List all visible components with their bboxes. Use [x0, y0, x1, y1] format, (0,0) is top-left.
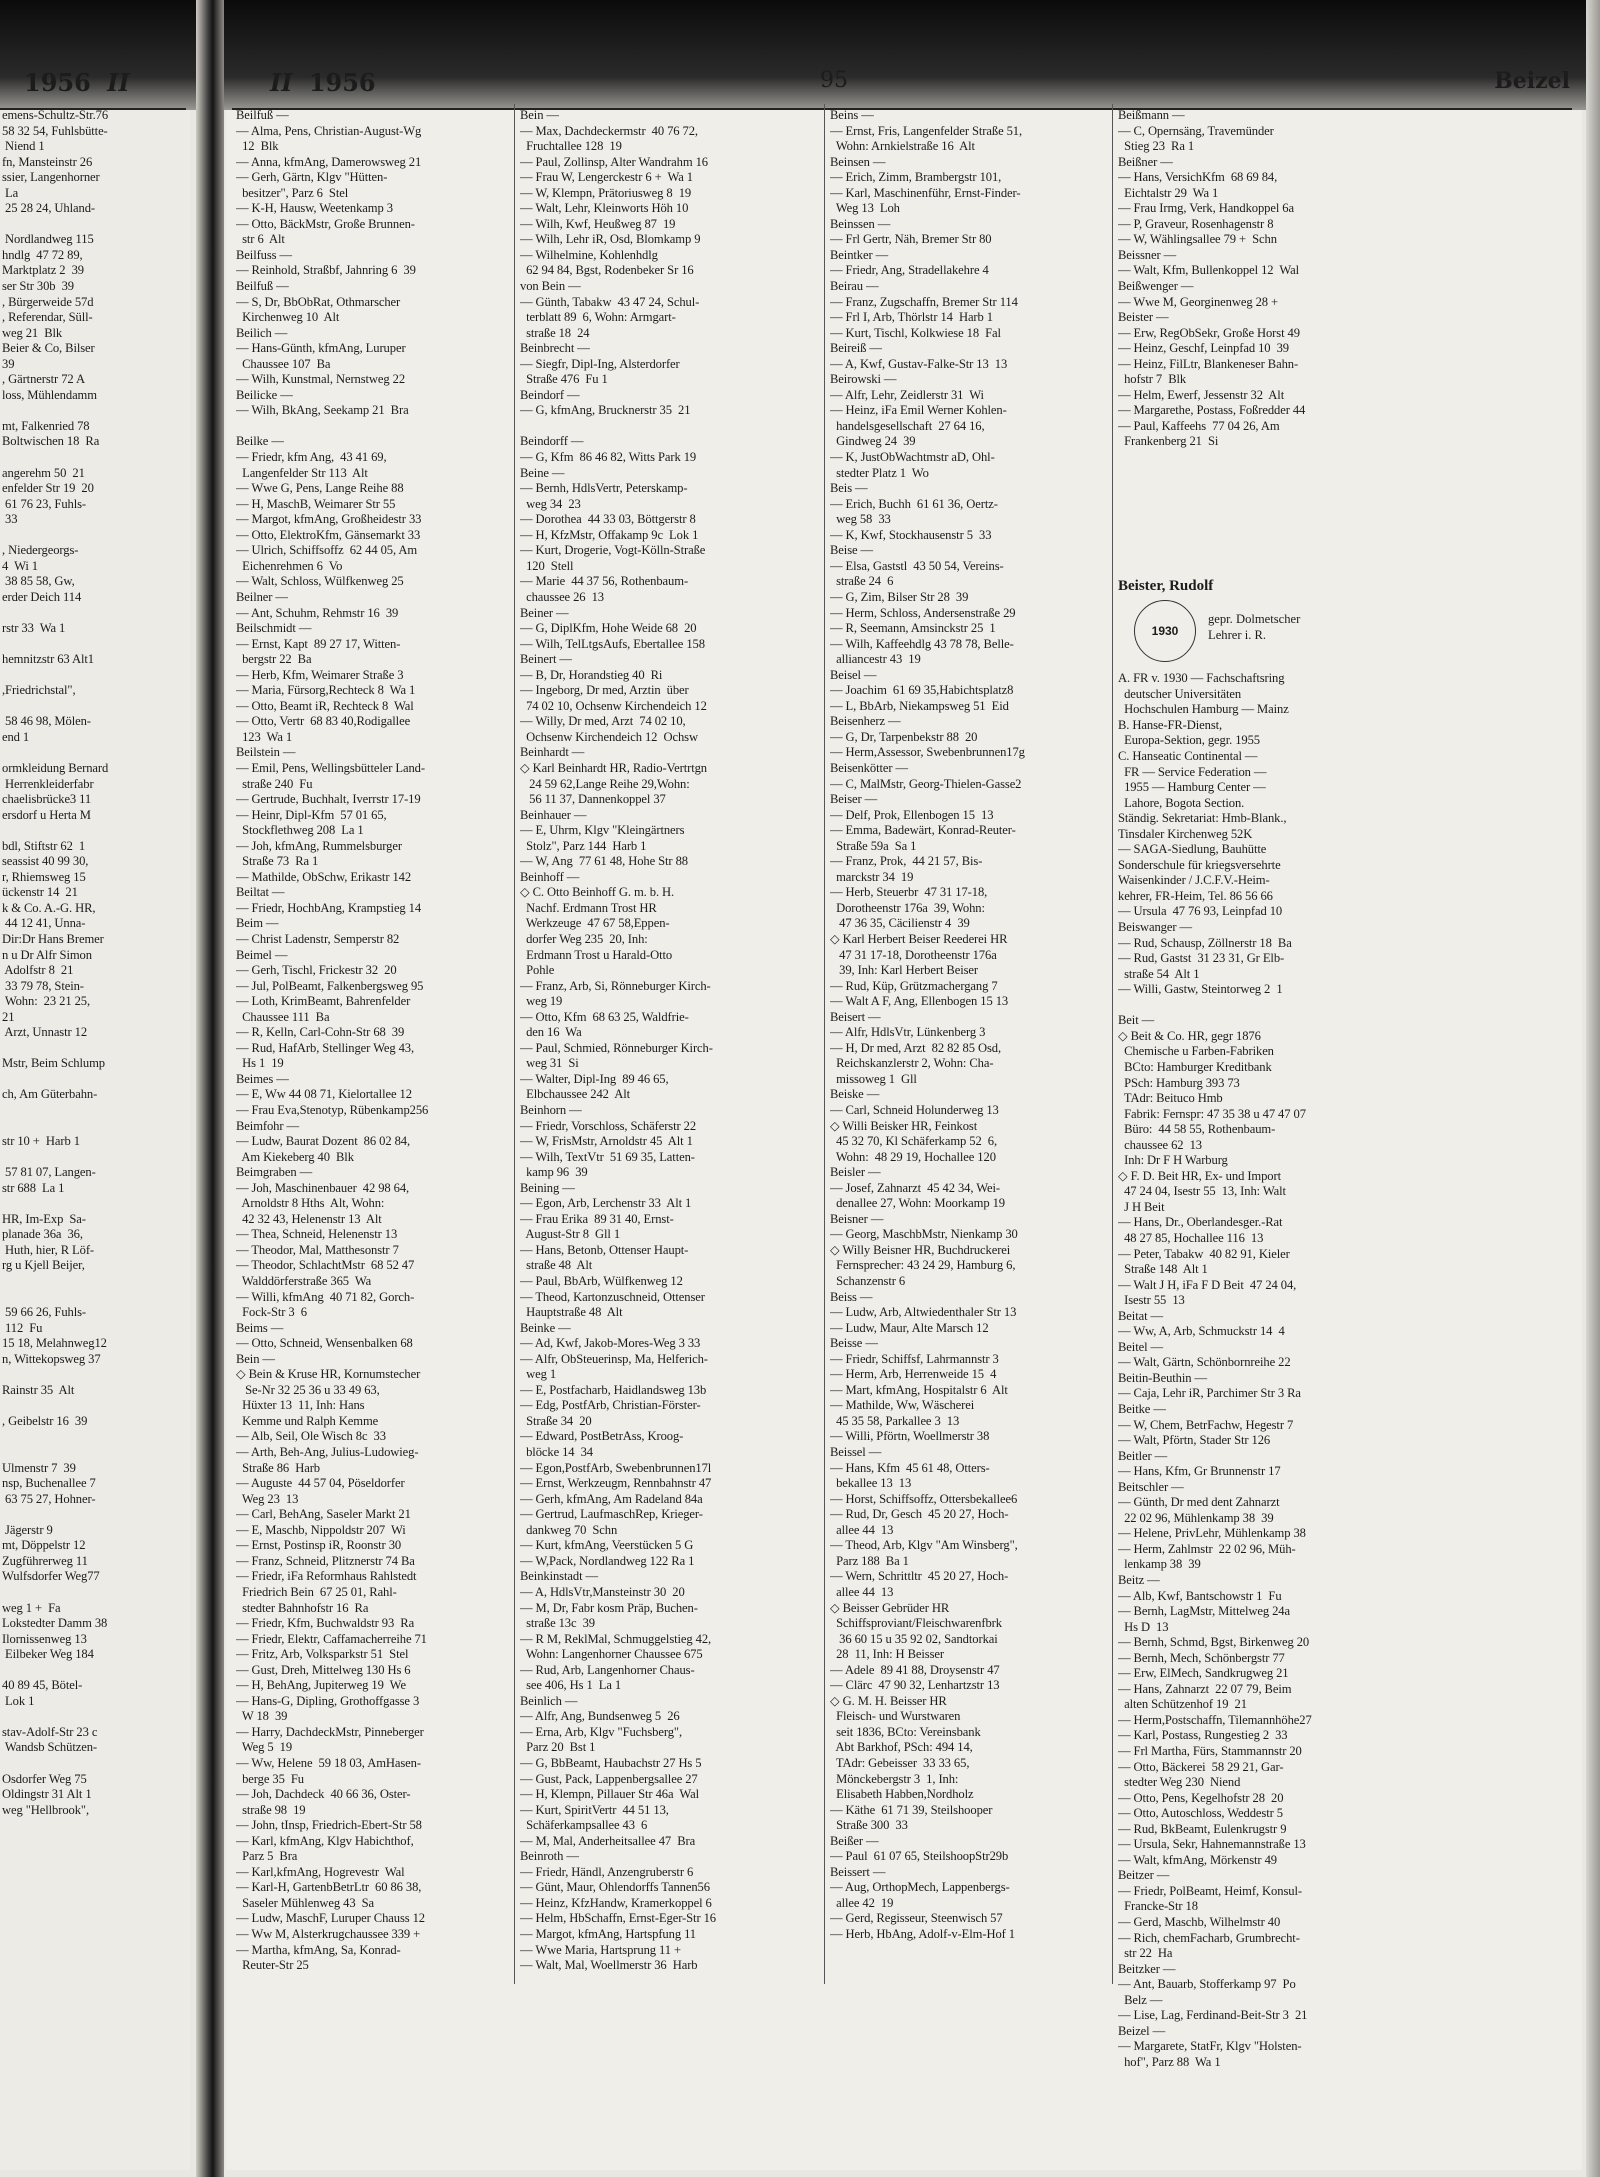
- directory-column-4: Beißmann — — C, Opernsäng, Travemünder Stieg 23 Ra 1 Beißner — — Hans, VersichKfm 68 69 84, Eichtalstr 29 Wa 1 — Frau Irmg, Verk, Handkoppel 6a — P, Graveur, Rosenhagenstr 8 — W, Wählingsallee 79 + Schn Beissner — — Walt, Kfm, Bullenkoppel 12 Wal Beißwenger — — Wwe M, Georginenweg 28 + Beister — — Erw, RegObSekr, Große Horst 49 — Heinz, Geschf, Leinpfad 10 39 — Heinz, FilLtr, Blankeneser Bahn- hofstr 7 Blk — Helm, Ewerf, Jessenstr 32 Alt — Margarethe, Postass, Foßredder 44 — Paul, Kaffeehs 77 04 26, Am Frankenberg 21 Si: [1118, 108, 1306, 449]
- directory-column-3: Beins — — Ernst, Fris, Langenfelder Straße 51, Wohn: Arnkielstraße 16 Alt Beinsen — — Erich, Zimm, Brambergstr 101, — Karl, Maschinenführ, Ernst-Finder- Weg 13 Loh Beinssen — — Frl Gertr, Näh, Bremer Str 80 Beintker — — Friedr, Ang, Stradellakehre 4 Beirau — — Franz, Zugschaffn, Bremer Str 114 — Frl I, Arb, Thörlstr 14 Harb 1 — Kurt, Tischl, Kolkwiese 18 Fal Beireiß — — A, Kwf, Gustav-Falke-Str 13 13 Beirowski — — Alfr, Lehr, Zeidlerstr 31 Wi — Heinz, iFa Emil Werner Kohlen- handelsgesellschaft 27 64 16, Gindweg 24 39 — K, JustObWachtmstr aD, Ohl- stedter Platz 1 Wo Beis — — Erich, Buchh 61 61 36, Oertz- weg 58 33 — K, Kwf, Stockhausenstr 5 33 Beise — — Elsa, Gaststl 43 50 54, Vereins- straße 24 6 — G, Zim, Bilser Str 28 39 — Herm, Schloss, Andersenstraße 29 — R, Seemann, Amsinckstr 25 1 — Wilh, Kaffeehdlg 43 78 78, Belle- alliancestr 43 19 Beisel — — Joachim 61 69 35,Habichtsplatz8 — L, BbArb, Niekampsweg 51 Eid Beisenherz — — G, Dr, Tarpenbekstr 88 20 — Herm,Assessor, Swebenbrunnen17g Beisenkötter — — C, MalMstr, Georg-Thielen-Gasse2 Beiser — — Delf, Prok, Ellenbogen 15 13 — Emma, Badewärt, Konrad-Reuter- Straße 59a Sa 1 — Franz, Prok, 44 21 57, Bis- marckstr 34 19 — Herb, Steuerbr 47 31 17-18, Dorotheenstr 176a 39, Wohn: 47 36 35, Cäcilienstr 4 39 ◇ Karl Herbert Beiser Reederei HR 47 31 17-18, Dorotheenstr 176a 39, Inh: Karl Herbert Beiser — Rud, Küp, Grützmachergang 7 — Walt A F, Ang, Ellenbogen 15 13 Beisert — — Alfr, HdlsVtr, Lünkenberg 3 — H, Dr med, Arzt 82 82 85 Osd, Reichskanzlerstr 2, Wohn: Cha- missoweg 1 Gll Beiske — — Carl, Schneid Holunderweg 13 ◇ Willi Beisker HR, Feinkost 45 32 70, Kl Schäferkamp 52 6, Wohn: 48 29 19, Hochallee 120 Beisler — — Josef, Zahnarzt 45 42 34, Wei- denallee 27, Wohn: Moorkamp 19 Beisner — — Georg, MaschbMstr, Nienkamp 30 ◇ Willy Beisner HR, Buchdruckerei Fernsprecher: 43 24 29, Hamburg 6, Schanzenstr 6 Beiss — — Ludw, Arb, Altwiedenthaler Str 13 — Ludw, Maur, Alte Marsch 12 Beisse — — Friedr, Schiffsf, Lahrmannstr 3 — Herm, Arb, Herrenweide 15 4 — Mart, kfmAng, Hospitalstr 6 Alt — Mathilde, Ww, Wäscherei 45 35 58, Parkallee 3 13 — Willi, Pförtn, Woellmerstr 38 Beissel — — Hans, Kfm 45 61 48, Otters- bekallee 13 13 — Horst, Schiffsoffz, Ottersbekallee6 — Rud, Dr, Gesch 45 20 27, Hoch- allee 44 13 — Theod, Arb, Klgv "Am Winsberg", Parz 188 Ba 1 — Wern, Schrittltr 45 20 27, Hoch- allee 44 13 ◇ Beisser Gebrüder HR Schiffsproviant/Fleischwarenfbrk 36 60 15 u 35 92 02, Sandtorkai 28 11, Inh: H Beisser — Adele 89 41 88, Droysenstr 47 — Clärc 47 90 32, Lenhartzstr 13 ◇ G. M. H. Beisser HR Fleisch- und Wurstwaren seit 1836, BCto: Vereinsbank Abt Barkhof, PSch: 494 14, TAdr: Gebeisser 33 33 65, Mönckebergstr 3 1, Inh: Elisabeth Habben,Nordholz — Käthe 61 71 39, Steilshooper Straße 300 33 Beißer — — Paul 61 07 65, SteilshoopStr29b Beissert — — Aug, OrthopMech, Lappenbergs- allee 42 19 — Gerd, Regisseur, Steenwisch 57 — Herb, HbAng, Adolf-v-Elm-Hof 1: [830, 108, 1025, 1941]
- directory-column-2: Bein — — Max, Dachdeckermstr 40 76 72, Fruchtallee 128 19 — Paul, Zollinsp, Alter Wandrahm 16 — Frau W, Lengerckestr 6 + Wa 1 — W, Klempn, Prätoriusweg 8 19 — Walt, Lehr, Kleinworts Höh 10 — Wilh, Kwf, Heußweg 87 19 — Wilh, Lehr iR, Osd, Blomkamp 9 — Wilhelmine, Kohlenhdlg 62 94 84, Bgst, Rodenbeker Sr 16 von Bein — — Günth, Tabakw 43 47 24, Schul- terblatt 89 6, Wohn: Armgart- straße 18 24 Beinbrecht — — Siegfr, Dipl-Ing, Alsterdorfer Straße 476 Fu 1 Beindorf — — G, kfmAng, Brucknerstr 35 21 Beindorff — — G, Kfm 86 46 82, Witts Park 19 Beine — — Bernh, HdlsVertr, Peterskamp- weg 34 23 — Dorothea 44 33 03, Böttgerstr 8 — H, KfzMstr, Offakamp 9c Lok 1 — Kurt, Drogerie, Vogt-Kölln-Straße 120 Stell — Marie 44 37 56, Rothenbaum- chaussee 26 13 Beiner — — G, DiplKfm, Hohe Weide 68 20 — Wilh, TelLtgsAufs, Ebertallee 158 Beinert — — B, Dr, Horandstieg 40 Ri — Ingeborg, Dr med, Arztin über 74 02 10, Ochsenw Kirchendeich 12 — Willy, Dr med, Arzt 74 02 10, Ochsenw Kirchendeich 12 Ochsw Beinhardt — ◇ Karl Beinhardt HR, Radio-Vertrtgn 24 59 62,Lange Reihe 29,Wohn: 56 11 37, Dannenkoppel 37 Beinhauer — — E, Uhrm, Klgv "Kleingärtners Stolz", Parz 144 Harb 1 — W, Ang 77 61 48, Hohe Str 88 Beinhoff — ◇ C. Otto Beinhoff G. m. b. H. Nachf. Erdmann Trost HR Werkzeuge 47 67 58,Eppen- dorfer Weg 235 20, Inh: Erdmann Trost u Harald-Otto Pohle — Franz, Arb, Si, Rönneburger Kirch- weg 19 — Otto, Kfm 68 63 25, Waldfrie- den 16 Wa — Paul, Schmied, Rönneburger Kirch- weg 31 Si — Walter, Dipl-Ing 89 46 65, Elbchaussee 242 Alt Beinhorn — — Friedr, Vorschloss, Schäferstr 22 — W, FrisMstr, Arnoldstr 45 Alt 1 — Wilh, TextVtr 51 69 35, Latten- kamp 96 39 Beining — — Egon, Arb, Lerchenstr 33 Alt 1 — Frau Erika 89 31 40, Ernst- August-Str 8 Gll 1 — Hans, Betonb, Ottenser Haupt- straße 48 Alt — Paul, BbArb, Wülfkenweg 12 — Theod, Kartonzuschneid, Ottenser Hauptstraße 48 Alt Beinke — — Ad, Kwf, Jakob-Mores-Weg 3 33 — Alfr, ObSteuerinsp, Ma, Helferich- weg 1 — E, Postfacharb, Haidlandsweg 13b — Edg, PostfArb, Christian-Förster- Straße 34 20 — Edward, PostBetrAss, Kroog- blöcke 14 34 — Egon,PostfArb, Swebenbrunnen17l — Ernst, Werkzeugm, Rennbahnstr 47 — Gerh, kfmAng, Am Radeland 84a — Gertrud, LaufmaschRep, Krieger- dankweg 70 Schn — Kurt, kfmAng, Veerstücken 5 G — W,Pack, Nordlandweg 122 Ra 1 Beinkinstadt — — A, HdlsVtr,Mansteinstr 30 20 — M, Dr, Fabr kosm Präp, Buchen- straße 13c 39 — R M, ReklMal, Schmuggelstieg 42, Wohn: Langenhorner Chaussee 675 — Rud, Arb, Langenhorner Chaus- see 406, Hs 1 La 1 Beinlich — — Alfr, Ang, Bundsenweg 5 26 — Erna, Arb, Klgv "Fuchsberg", Parz 20 Bst 1 — G, BbBeamt, Haubachstr 27 Hs 5 — Gust, Pack, Lappenbergsallee 27 — H, Klempn, Pillauer Str 46a Wal — Kurt, SpiritVertr 44 51 13, Schäferkampsallee 43 6 — M, Mal, Anderheitsallee 47 Bra Beinroth — — Friedr, Händl, Anzengruberstr 6 — Günt, Maur, Ohlendorffs Tannen56 — Heinz, KfzHandw, Kramerkoppel 6 — Helm, HbSchaffn, Ernst-Eger-Str 16 — Margot, kfmAng, Hartspfung 11 — Wwe Maria, Hartsprung 11 + — Walt, Mal, Woellmerstr 36 Harb: [520, 108, 716, 1973]
- featured-entry-title: gepr. Dolmetscher Lehrer i. R.: [1208, 612, 1301, 642]
- column-divider-3: [1112, 104, 1113, 1984]
- left-roman: II: [107, 68, 130, 97]
- directory-column-4-continued: A. FR v. 1930 — Fachschaftsring deutscher Universitäten Hochschulen Hamburg — Mainz B. Hanse-FR-Dienst, Europa-Sektion, gegr. 1955 C. Hanseatic Continental — FR — Service Federation — 1955 — Hamburg Center — Lahore, Bogota Section. Ständig. Sekretariat: Hmb-Blank., Tinsdaler Kirchenweg 52K — SAGA-Siedlung, Bauhütte Sonderschule für kriegsversehrte Waisenkinder / J.C.F.V.-Heim- kehrer, FR-Heim, Tel. 86 56 66 — Ursula 47 76 93, Leinpfad 10 Beiswanger — — Rud, Schausp, Zöllnerstr 18 Ba — Rud, Gastst 31 23 31, Gr Elb- straße 54 Alt 1 — Willi, Gastw, Steintorweg 2 1 Beit — ◇ Beit & Co. HR, gegr 1876 Chemische u Farben-Fabriken BCto: Hamburger Kreditbank PSch: Hamburg 393 73 TAdr: Beituco Hmb Fabrik: Fernspr: 47 35 38 u 47 47 07 Büro: 44 58 55, Rothenbaum- chaussee 62 13 Inh: Dr F H Warburg ◇ F. D. Beit HR, Ex- und Import 47 24 04, Isestr 55 13, Inh: Walt J H Beit — Hans, Dr., Oberlandesger.-Rat 48 27 85, Hochallee 116 13 — Peter, Tabakw 40 82 91, Kieler Straße 148 Alt 1 — Walt J H, iFa F D Beit 47 24 04, Isestr 55 13 Beitat — — Ww, A, Arb, Schmuckstr 14 4 Beitel — — Walt, Gärtn, Schönbornreihe 22 Beitin-Beuthin — — Caja, Lehr iR, Parchimer Str 3 Ra Beitke — — W, Chem, BetrFachw, Hegestr 7 — Walt, Pförtn, Stader Str 126 Beitler — — Hans, Kfm, Gr Brunnenstr 17 Beitschler — — Günth, Dr med dent Zahnarzt 22 02 96, Mühlenkamp 38 39 — Helene, PrivLehr, Mühlenkamp 38 — Herm, Zahlmstr 22 02 96, Müh- lenkamp 38 39 Beitz — — Alb, Kwf, Bantschowstr 1 Fu — Bernh, LagMstr, Mittelweg 24a Hs D 13 — Bernh, Schmd, Bgst, Birkenweg 20 — Bernh, Mech, Schönbergstr 77 — Erw, ElMech, Sandkrugweg 21 — Hans, Zahnarzt 22 07 79, Beim alten Schützenhof 19 21 — Herm,Postschaffn, Tilemannhöhe27 — Karl, Postass, Rungestieg 2 33 — Frl Martha, Fürs, Stammannstr 20 — Otto, Bäckerei 58 29 21, Gar- stedter Weg 230 Niend — Otto, Pens, Kegelhofstr 28 20 — Otto, Autoschloss, Weddestr 5 — Rud, BkBeamt, Eulenkrugstr 9 — Ursula, Sekr, Hahnemannstraße 13 — Walt, kfmAng, Mörkenstr 49 Beitzer — — Friedr, PolBeamt, Heimf, Konsul- Francke-Str 18 — Gerd, Maschb, Wilhelmstr 40 — Rich, chemFacharb, Grumbrecht- str 22 Ha Beitzker — — Ant, Bauarb, Stofferkamp 97 Po Belz — — Lise, Lag, Ferdinand-Beit-Str 3 21 Beizel — — Margarete, StatFr, Klgv "Holsten- hof", Parz 88 Wa 1: [1118, 671, 1312, 2069]
- directory-column-1: Beilfuß — — Alma, Pens, Christian-August-Wg 12 Blk — Anna, kfmAng, Damerowsweg 21 — Gerh, Gärtn, Klgv "Hütten- besitzer", Parz 6 Stel — K-H, Hausw, Weetenkamp 3 — Otto, BäckMstr, Große Brunnen- str 6 Alt Beilfuss — — Reinhold, Straßbf, Jahnring 6 39 Beilfuß — — S, Dr, BbObRat, Othmarscher Kirchenweg 10 Alt Beilich — — Hans-Günth, kfmAng, Luruper Chaussee 107 Ba — Wilh, Kunstmal, Nernstweg 22 Beilicke — — Wilh, BkAng, Seekamp 21 Bra Beilke — — Friedr, kfm Ang, 43 41 69, Langenfelder Str 113 Alt — Wwe G, Pens, Lange Reihe 88 — H, MaschB, Weimarer Str 55 — Margot, kfmAng, Großheidestr 33 — Otto, ElektroKfm, Gänsemarkt 33 — Ulrich, Schiffsoffz 62 44 05, Am Eichenrehmen 6 Vo — Walt, Schloss, Wülfkenweg 25 Beilner — — Ant, Schuhm, Rehmstr 16 39 Beilschmidt — — Ernst, Kapt 89 27 17, Witten- bergstr 22 Ba — Herb, Kfm, Weimarer Straße 3 — Maria, Fürsorg,Rechteck 8 Wa 1 — Otto, Beamt iR, Rechteck 8 Wal — Otto, Vertr 68 83 40,Rodigallee 123 Wa 1 Beilstein — — Emil, Pens, Wellingsbütteler Land- straße 240 Fu — Gertrude, Buchhalt, Iverrstr 17-19 — Heinr, Dipl-Kfm 57 01 65, Stockflethweg 208 La 1 — Joh, kfmAng, Rummelsburger Straße 73 Ra 1 — Mathilde, ObSchw, Erikastr 142 Beiltat — — Friedr, HochbAng, Krampstieg 14 Beim — — Christ Ladenstr, Semperstr 82 Beimel — — Gerh, Tischl, Frickestr 32 20 — Jul, PolBeamt, Falkenbergsweg 95 — Loth, KrimBeamt, Bahrenfelder Chaussee 111 Ba — R, Kelln, Carl-Cohn-Str 68 39 — Rud, HafArb, Stellinger Weg 43, Hs 1 19 Beimes — — E, Ww 44 08 71, Kielortallee 12 — Frau Eva,Stenotyp, Rübenkamp256 Beimfohr — — Ludw, Baurat Dozent 86 02 84, Am Kiekeberg 40 Blk Beimgraben — — Joh, Maschinenbauer 42 98 64, Arnoldstr 8 Hths Alt, Wohn: 42 32 43, Helenenstr 13 Alt — Thea, Schneid, Helenenstr 13 — Theodor, Mal, Matthesonstr 7 — Theodor, SchlachtMstr 68 52 47 Walddörferstraße 365 Wa — Willi, kfmAng 40 71 82, Gorch- Fock-Str 3 6 Beims — — Otto, Schneid, Wensenbalken 68 Bein — ◇ Bein & Kruse HR, Kornumstecher Se-Nr 32 25 36 u 33 49 63, Hüxter 13 11, Inh: Hans Kemme und Ralph Kemme — Alb, Seil, Ole Wisch 8c 33 — Arth, Beh-Ang, Julius-Ludowieg- Straße 86 Harb — Auguste 44 57 04, Pöseldorfer Weg 23 13 — Carl, BehAng, Saseler Markt 21 — E, Maschb, Nippoldstr 207 Wi — Ernst, Postinsp iR, Roonstr 30 — Franz, Schneid, Plitznerstr 74 Ba — Friedr, iFa Reformhaus Rahlstedt Friedrich Bein 67 25 01, Rahl- stedter Bahnhofstr 16 Ra — Friedr, Kfm, Buchwaldstr 93 Ra — Friedr, Elektr, Caffamacherreihe 71 — Fritz, Arb, Volksparkstr 51 Stel — Gust, Dreh, Mittelweg 130 Hs 6 — H, BehAng, Jupiterweg 19 We — Hans-G, Dipling, Grothoffgasse 3 W 18 39 — Harry, DachdeckMstr, Pinneberger Weg 5 19 — Ww, Helene 59 18 03, AmHasen- berge 35 Fu — Joh, Dachdeck 40 66 36, Oster- straße 98 19 — John, tInsp, Friedrich-Ebert-Str 58 — Karl, kfmAng, Klgv Habichthof, Parz 5 Bra — Karl,kfmAng, Hogrevestr Wal — Karl-H, GartenbBetrLtr 60 86 38, Saseler Mühlenweg 43 Sa — Ludw, MaschF, Luruper Chauss 12 — Ww M, Alsterkrugchaussee 339 + — Martha, kfmAng, Sa, Konrad- Reuter-Str 25: [236, 108, 429, 1973]
- right-edge: [1586, 0, 1600, 2177]
- page-number: 95: [820, 68, 848, 93]
- right-page-header: [270, 68, 376, 97]
- right-year: 1956: [308, 68, 376, 97]
- left-year: 1956: [24, 68, 91, 97]
- column-divider-2: [824, 104, 825, 1984]
- featured-entry-name: Beister, Rudolf: [1118, 578, 1214, 594]
- guide-word: Beizel: [1494, 68, 1570, 94]
- right-roman: II: [270, 68, 293, 97]
- column-divider-1: [514, 104, 515, 1984]
- scan-top-shadow: [0, 0, 1600, 110]
- founding-year-badge: 1930: [1134, 600, 1196, 662]
- left-page-header: [24, 68, 130, 97]
- left-page-column: emens-Schultz-Str.76 58 32 54, Fuhlsbütte- Niend 1 fn, Mansteinstr 26 ssier, Langenhorner La 25 28 24, Uhland- Nordlandweg 115 hndlg 47 72 89, Marktplatz 2 39 ser Str 30b 39 , Bürgerweide 57d , Referendar, Süll- weg 21 Blk Beier & Co, Bilser 39 , Gärtnerstr 72 A loss, Mühlendamm mt, Falkenried 78 Boltwischen 18 Ra angerehm 50 21 enfelder Str 19 20 61 76 23, Fuhls- 33 , Niedergeorgs- 4 Wi 1 38 85 58, Gw, erder Deich 114 rstr 33 Wa 1 hemnitzstr 63 Alt1 ,Friedrichstal", 58 46 98, Mölen- end 1 ormkleidung Bernard Herrenkleiderfabr chaelisbrücke3 11 ersdorf u Herta M bdl, Stiftstr 62 1 seassist 40 99 30, r, Rhiemsweg 15 ückenstr 14 21 k & Co. A.-G. HR, 44 12 41, Unna- Dir:Dr Hans Bremer n u Dr Alfr Simon Adolfstr 8 21 33 79 78, Stein- Wohn: 23 21 25, 21 Arzt, Unnastr 12 Mstr, Beim Schlump ch, Am Güterbahn- str 10 + Harb 1 57 81 07, Langen- str 688 La 1 HR, Im-Exp Sa- planade 36a 36, Huth, hier, R Löf- rg u Kjell Beijer, 59 66 26, Fuhls- 112 Fu 15 18, Melahnweg12 n, Wittekopsweg 37 Rainstr 35 Alt , Geibelstr 16 39 Ulmenstr 7 39 nsp, Buchenallee 7 63 75 27, Hohner- Jägerstr 9 mt, Döppelstr 12 Zugführerweg 11 Wulfsdorfer Weg77 weg 1 + Fa Lokstedter Damm 38 Ilornissenweg 13 Eilbeker Weg 184 40 89 45, Bötel- Lok 1 stav-Adolf-Str 23 c Wandsb Schützen- Osdorfer Weg 75 Oldingstr 31 Alt 1 weg "Hellbrook",: [2, 108, 109, 1817]
- book-gutter: [196, 0, 224, 2177]
